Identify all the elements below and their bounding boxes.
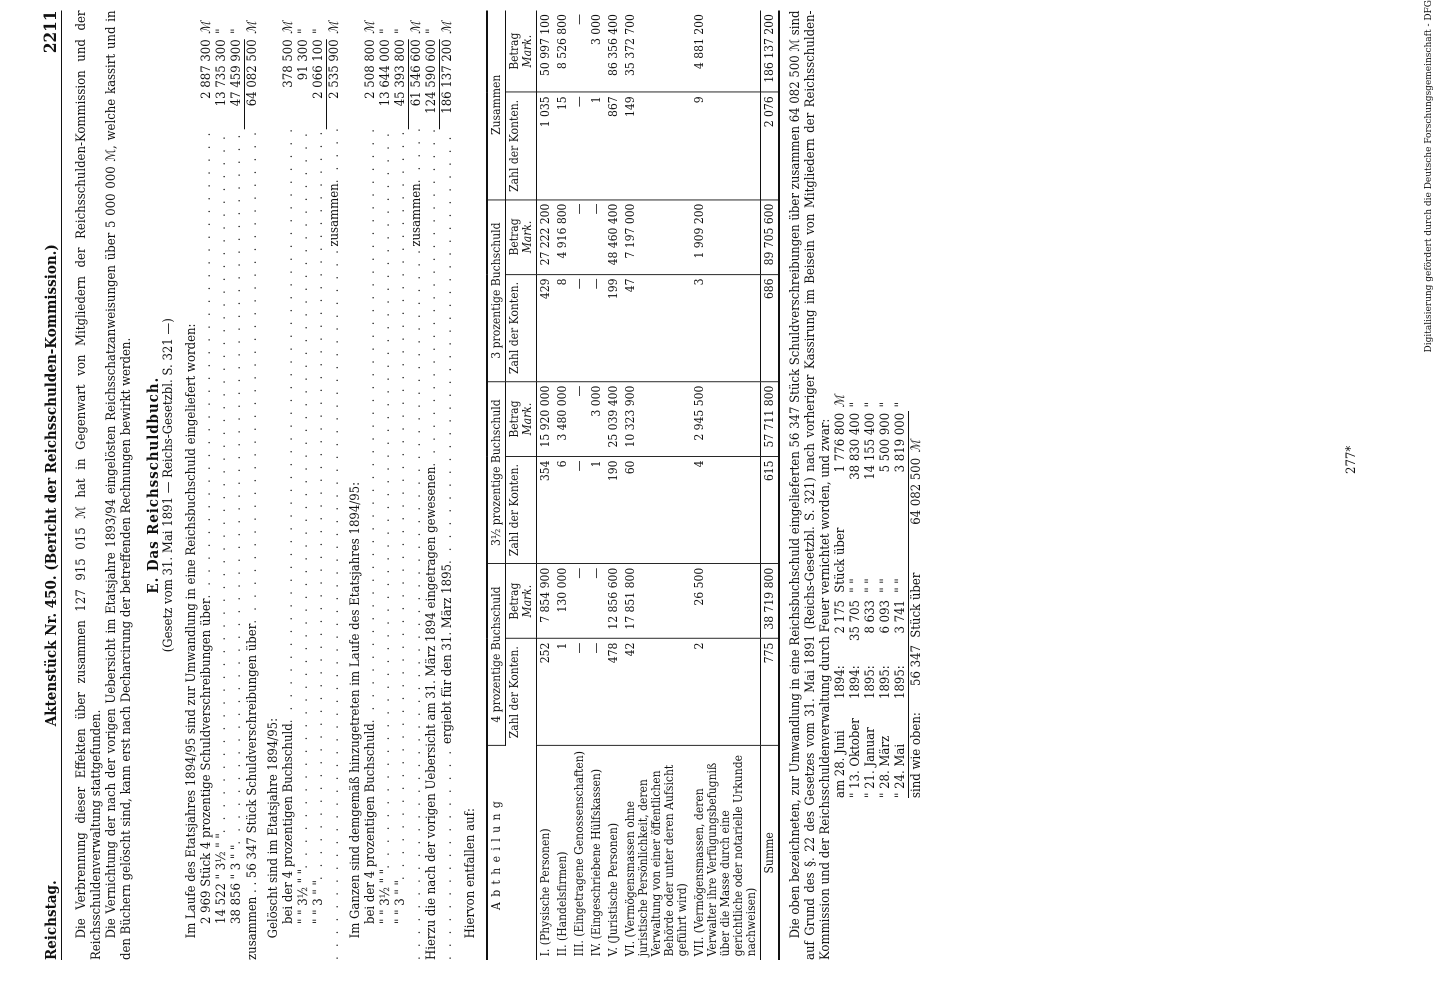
intro-paragraph-1: Die Verbrennung dieser Effekten über zusammen 127 915 015 ℳ hat in Gegenwart von Mitgliedern der Reichsschulden-Kommission und der Reichsschuldenverwaltung stattgefunden. (74, 10, 104, 960)
block-deliveries (184, 11, 260, 961)
cell-count: — (571, 92, 588, 199)
cell-count: 149 (622, 92, 691, 199)
block3-item-label: bei der 4 prozentigen Buchschuld (363, 723, 378, 924)
cell-amount: 130 000 (554, 564, 571, 639)
schedule-date: " 28. März (878, 735, 893, 798)
schedule-year: 1895: (863, 665, 878, 699)
row-label (571, 745, 588, 960)
block3-total-label: zusammen (409, 183, 424, 247)
row-label (537, 745, 555, 960)
table-row (588, 11, 605, 961)
block3-prev-label: Hierzu die nach der vorigen Uebersicht am 31. März 1894 eingetragen gewesenen (424, 466, 439, 960)
section-subtitle: (Gesetz vom 31. Mai 1891 — Reichs-Gesetzbl. S. 321 —) (161, 318, 176, 653)
cell-amount: 3 000 (588, 11, 605, 93)
block1-item-amount: 13 735 300 (214, 39, 229, 107)
schedule-amount: 3 819 000 (893, 412, 908, 473)
table-sum-row (761, 11, 780, 961)
block2-item (281, 11, 296, 961)
block-additions (348, 11, 455, 961)
page-header (41, 10, 62, 961)
row-number: I. (538, 945, 552, 957)
block1-item-unit: ℳ (199, 21, 214, 34)
sum-count: 775 (761, 639, 780, 746)
block1-item-label: 2 969 Stück 4 prozentige Schuldverschreibungen über (199, 598, 214, 924)
cell-count: 429 (537, 274, 555, 381)
column-group-3half-pct: 3½ prozentige Buchschuld (487, 382, 506, 564)
row-number: III. (572, 936, 586, 957)
block3-item-amount: 45 393 800 (393, 39, 409, 129)
block1-total-amount: 64 082 500 (245, 39, 260, 107)
row-label (588, 745, 605, 960)
row-label (622, 745, 691, 960)
footer-number: 277* (1344, 445, 1359, 474)
block3-prev-unit: " (424, 28, 439, 34)
cell-count: 199 (605, 274, 622, 381)
sum-amount: 186 137 200 (761, 11, 780, 93)
block2-item-amount: 2 066 100 (311, 39, 327, 129)
row-number: IV. (589, 939, 603, 957)
cell-count: — (588, 639, 605, 746)
schedule-year: 1894: (833, 665, 848, 699)
cell-amount: — (571, 200, 588, 275)
schedule-word: " " (893, 578, 908, 593)
block3-prev (424, 11, 440, 961)
block2-item-label: " " 3 " " (311, 880, 326, 924)
row-label-text: (Handelsfirmen) (555, 851, 569, 942)
block3-item-amount: 13 644 000 (378, 39, 393, 107)
row-label (691, 745, 761, 960)
block3-total-amount: 61 546 600 (409, 39, 424, 107)
cell-amount: 10 323 900 (622, 382, 691, 457)
cell-count: 15 (554, 92, 571, 199)
block2-item-unit: " (296, 28, 311, 34)
cell-count: 6 (554, 457, 571, 564)
cell-count: 867 (605, 92, 622, 199)
schedule-unit: ℳ (833, 394, 848, 408)
cell-count: — (571, 457, 588, 564)
sum-count: 2 076 (761, 92, 780, 199)
block1-total-unit: ℳ (245, 21, 260, 34)
schedule-unit: " (863, 402, 878, 408)
schedule-amount: 14 155 400 (863, 412, 878, 480)
cell-amount: 50 997 100 (537, 11, 555, 93)
table-row (537, 11, 555, 961)
block2-item-label: " " 3½ " " (296, 868, 311, 924)
schedule-row (863, 11, 878, 799)
schedule-date: " 24. Mai (893, 743, 908, 798)
sum-count: 686 (761, 274, 780, 381)
block2-item-amount: 91 300 (296, 39, 311, 81)
column-group-3pct: 3 prozentige Buchschuld (487, 200, 506, 382)
schedule-count: 3 741 (893, 600, 908, 634)
cell-amount: — (588, 200, 605, 275)
cell-amount: 17 851 800 (622, 564, 691, 639)
cell-amount: 2 945 500 (691, 382, 761, 457)
cell-amount: 7 854 900 (537, 564, 555, 639)
block3-item (378, 11, 393, 961)
cell-amount: 27 222 200 (537, 200, 555, 275)
cell-count: — (571, 639, 588, 746)
sum-amount: 57 711 800 (761, 382, 780, 457)
cell-count: 42 (622, 639, 691, 746)
table-body (537, 11, 780, 961)
cell-count: — (588, 274, 605, 381)
schedule-unit: " (893, 402, 908, 408)
block2-item (296, 11, 311, 961)
block1-item-label: 38 856 " 3 " " (229, 844, 244, 924)
column-header-abtheilung: Abtheilung (487, 745, 537, 960)
cell-count: 4 (691, 457, 761, 564)
block3-item (363, 11, 378, 961)
block-deletions (266, 11, 342, 961)
block3-result-amount: 186 137 200 (440, 39, 455, 114)
schedule-word: " " (878, 578, 893, 593)
accounts-table (486, 11, 780, 961)
sum-count: 615 (761, 457, 780, 564)
block1-item-unit: " (214, 28, 229, 34)
subheader-amount: Betrag Mark. (506, 382, 537, 457)
subheader-count: Zahl der Konten. (506, 457, 537, 564)
cell-count: 3 (691, 274, 761, 381)
block3-total-unit: ℳ (409, 21, 424, 34)
intro-paragraph-2: Die Vernichtung der nach der vorigen Uebersicht im Etatsjahre 1893/94 eingelösten Reichsschatzanweisungen über 5 000 000 ℳ, welche kassirt und in den Büchern gelöscht sind, kann erst nach Decharcirung der betreffenden Rechnungen bewirkt werden. (104, 10, 134, 960)
cell-amount: 25 039 400 (605, 382, 622, 457)
cell-count: 1 035 (537, 92, 555, 199)
block3-item-amount: 2 508 800 (363, 39, 378, 99)
schedule-year: 1895: (893, 665, 908, 699)
destruction-schedule (833, 11, 908, 799)
row-label-text: (Vermögensmassen ohne juristische Persönlichkeit, deren Verwaltung von einer öffentlichen Behörde oder unter deren Aufsicht geführt wird) (623, 764, 689, 957)
block2-item-amount: 378 500 (281, 39, 296, 88)
closing-paragraph: Die oben bezeichneten, zur Umwandlung in eine Reichsbuchschuld eingelieferten 56 347 Stück Schuldverschreibungen über zusammen 64 082 500 ℳ sind auf Grund des §. 22 des Gesetzes vom 31. Mai 1891 (Reichs-Gesetzbl. S. 321) nach vorheriger Kassirung im Beisein von Mitgliedern der Reichsschulden-Kommission und der Reichsschuldenverwaltung durch Feuer vernichtet worden, und zwar: (788, 10, 833, 960)
row-number: II. (555, 941, 569, 957)
block2-item (311, 11, 327, 961)
table-lead: Hiervon entfallen auf: (463, 808, 478, 939)
block2-total-label: zusammen (327, 183, 342, 247)
cell-amount: — (571, 382, 588, 457)
dfg-credit: Digitalisierung gefördert durch die Deutsche Forschungsgemeinschaft - DFG (1424, 0, 1434, 353)
schedule-row (878, 11, 893, 799)
row-label-text: (Vermögensmassen, deren Verwalter ihre Verfügungsbefugniß über die Masse durch eine gerichtliche oder notarielle Urkunde nachweisen) (692, 754, 758, 957)
cell-count: — (571, 274, 588, 381)
block3-total (409, 11, 424, 961)
block1-item-amount: 2 887 300 (199, 39, 214, 99)
header-left: Reichstag. (42, 880, 60, 960)
schedule-date: " 13. Oktober (848, 718, 863, 798)
page-content (41, 10, 1384, 961)
block3-item-unit: " (393, 28, 408, 34)
block3-item (393, 11, 409, 961)
cell-count: 1 (554, 639, 571, 746)
subheader-amount: Betrag Mark. (506, 200, 537, 275)
cell-count: 252 (537, 639, 555, 746)
block3-result-unit: ℳ (440, 21, 455, 34)
schedule-unit: " (878, 402, 893, 408)
table-row (622, 11, 691, 961)
cell-amount: 3 000 (588, 382, 605, 457)
cell-amount: 3 480 000 (554, 382, 571, 457)
schedule-row (833, 11, 848, 799)
schedule-total-label: sind wie oben: (909, 712, 924, 798)
schedule-year: 1894: (848, 665, 863, 699)
block2-item-unit: " (311, 28, 326, 34)
schedule-amount: 38 830 400 (848, 412, 863, 480)
row-label (605, 745, 622, 960)
schedule-count: 8 633 (863, 600, 878, 634)
cell-amount: 15 920 000 (537, 382, 555, 457)
row-label-text: (Physische Personen) (538, 828, 552, 946)
sum-amount: 38 719 800 (761, 564, 780, 639)
cell-amount: 7 197 000 (622, 200, 691, 275)
schedule-year: 1895: (878, 665, 893, 699)
row-number: VI. (623, 937, 637, 957)
page-number: 2211 (41, 10, 61, 54)
row-label-text: (Eingetragene Genossenschaften) (572, 751, 586, 937)
schedule-total-row (908, 11, 924, 844)
block3-prev-amount: 124 590 600 (424, 39, 440, 129)
block3-item-label: " " 3 " " (393, 880, 408, 924)
section-title: E. Das Reichsschuldbuch. (144, 376, 162, 594)
cell-amount: 1 909 200 (691, 200, 761, 275)
cell-count: 9 (691, 92, 761, 199)
cell-amount: 26 500 (691, 564, 761, 639)
schedule-word: Stück über (833, 527, 848, 593)
block1-item-label: 14 522 " 3½ " " (214, 833, 229, 924)
block2-item-unit: ℳ (281, 21, 296, 34)
block1-item (199, 11, 214, 961)
subheader-amount: Betrag Mark. (506, 11, 537, 93)
subheader-amount: Betrag Mark. (506, 564, 537, 639)
header-title: Aktenstück Nr. 450. (Bericht der Reichsschulden-Kommission.) (42, 244, 60, 727)
table-row (554, 11, 571, 961)
schedule-total-unit: ℳ (909, 439, 924, 453)
sum-amount: 89 705 600 (761, 200, 780, 275)
table-row (691, 11, 761, 961)
cell-count: 478 (605, 639, 622, 746)
schedule-count: 2 175 (833, 600, 848, 634)
cell-amount: 35 372 700 (622, 11, 691, 93)
block1-item-amount: 47 459 900 (229, 39, 245, 129)
row-label-text: (Juristische Personen) (606, 822, 620, 944)
row-number: VII. (692, 933, 706, 957)
cell-count: 1 (588, 92, 605, 199)
cell-amount: — (571, 564, 588, 639)
schedule-date: " 21. Januar (863, 727, 878, 798)
cell-count: 60 (622, 457, 691, 564)
table-header-row (487, 11, 506, 961)
block1-lead-row (184, 11, 199, 961)
cell-count: 1 (588, 457, 605, 564)
schedule-amount: 1 776 800 (833, 412, 848, 473)
block1-item (214, 11, 229, 961)
subheader-count: Zahl der Konten. (506, 639, 537, 746)
block2-lead: Gelöscht sind im Etatsjahre 1894/95: (266, 717, 281, 939)
row-label (554, 745, 571, 960)
schedule-unit: " (848, 402, 863, 408)
block3-item-unit: ℳ (363, 21, 378, 34)
schedule-word: " " (848, 578, 863, 593)
column-group-4pct: 4 prozentige Buchschuld (487, 564, 506, 746)
block3-result-label: ergiebt für den 31. März 1895 (440, 564, 455, 744)
block1-item-unit: " (229, 28, 244, 34)
cell-amount: — (571, 11, 588, 93)
cell-amount: 4 916 800 (554, 200, 571, 275)
schedule-total-amount: 64 082 500 (909, 457, 924, 525)
block1-total (245, 11, 260, 961)
block3-item-unit: " (378, 28, 393, 34)
schedule-word: " " (863, 578, 878, 593)
block2-total-unit: ℳ (327, 21, 342, 34)
block1-lead: Im Laufe des Etatsjahres 1894/95 sind zur Umwandlung in eine Reichsbuchschuld eingeliefert worden: (184, 323, 199, 939)
schedule-count: 6 093 (878, 600, 893, 634)
schedule-count: 35 705 (848, 600, 863, 641)
sum-label: Summe (761, 745, 780, 960)
schedule-amount: 5 500 900 (878, 412, 893, 473)
schedule-row (893, 11, 908, 799)
table-row (571, 11, 588, 961)
subheader-count: Zahl der Konten. (506, 274, 537, 381)
subheader-count: Zahl der Konten. (506, 92, 537, 199)
cell-amount: 8 526 800 (554, 11, 571, 93)
block3-result (440, 11, 455, 961)
block1-total-label: zusammen . . 56 347 Stück Schuldverschreibungen über (245, 623, 260, 960)
cell-count: 354 (537, 457, 555, 564)
block3-lead: Im Ganzen sind demgemäß hinzugetreten im Laufe des Etatsjahres 1894/95: (348, 481, 363, 939)
cell-count: 190 (605, 457, 622, 564)
cell-amount: 86 356 400 (605, 11, 622, 93)
schedule-total-word: Stück über (909, 572, 924, 638)
cell-amount: 4 881 200 (691, 11, 761, 93)
schedule-total-count: 56 347 (909, 645, 924, 686)
cell-amount: 12 856 600 (605, 564, 622, 639)
table-row (605, 11, 622, 961)
row-label-text: (Eingeschriebene Hülfskassen) (589, 768, 603, 940)
block2-total-amount: 2 535 900 (327, 39, 342, 99)
cell-count: 47 (622, 274, 691, 381)
block1-item (229, 11, 245, 961)
cell-amount: 48 460 400 (605, 200, 622, 275)
cell-amount: — (588, 564, 605, 639)
schedule-row (848, 11, 863, 799)
cell-count: 2 (691, 639, 761, 746)
schedule-date: am 28. Juni (833, 730, 848, 798)
block2-item-label: bei der 4 prozentigen Buchschuld (281, 723, 296, 924)
column-group-total: Zusammen (487, 11, 506, 200)
block2-total (327, 11, 342, 961)
block3-item-label: " " 3½ " " (378, 868, 393, 924)
row-number: V. (606, 943, 620, 957)
cell-count: 8 (554, 274, 571, 381)
